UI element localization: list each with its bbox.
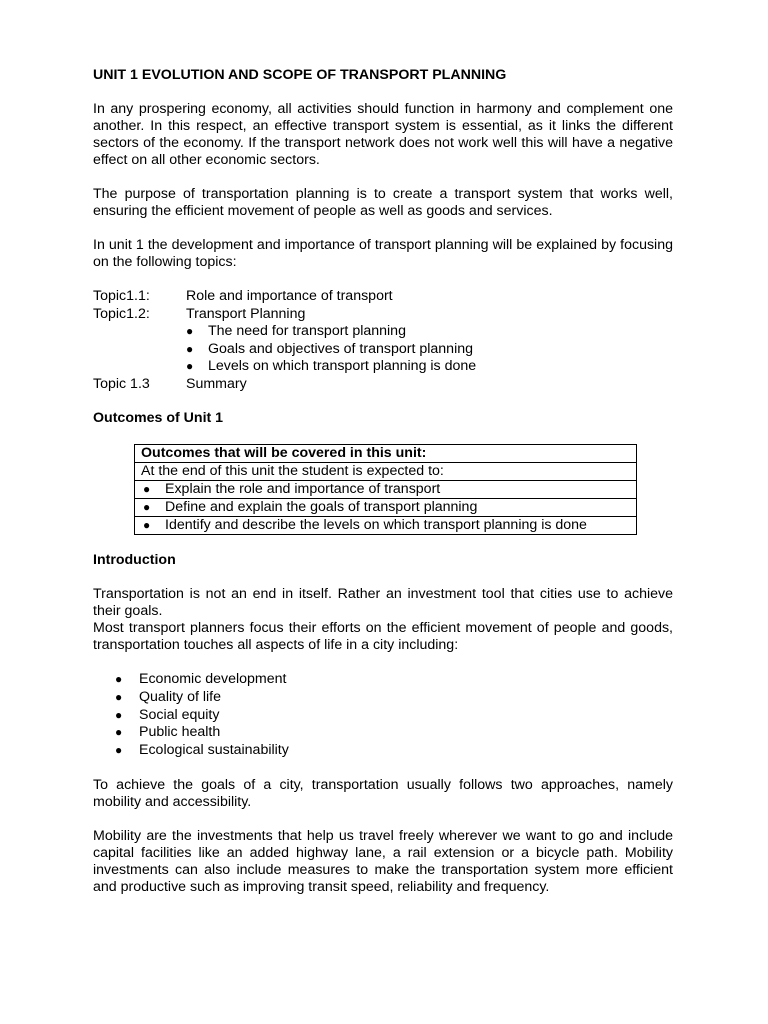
bullet-icon: ● (186, 359, 194, 373)
list-item (93, 707, 673, 725)
topic-row (93, 306, 673, 324)
aspect-label: Public health (139, 724, 221, 741)
list-item (93, 724, 673, 742)
bullet-icon: ● (115, 725, 123, 740)
subtopic-label: Levels on which transport planning is done (208, 358, 477, 374)
aspect-label: Quality of life (139, 688, 222, 705)
bullet-icon: ● (143, 518, 151, 532)
aspect-label: Economic development (139, 671, 287, 687)
topic-title: Role and importance of transport (186, 288, 393, 304)
introduction-heading: Introduction (93, 552, 176, 568)
subtopic-label: Goals and objectives of transport planning (208, 340, 473, 357)
subtopic-item (93, 341, 673, 359)
intro-paragraph-2: The purpose of transportation planning is to create a transport system that works well, ensuring the efficient movement of people as well as goods and services. (93, 186, 673, 219)
list-item (93, 689, 673, 707)
bullet-icon: ● (186, 341, 194, 356)
outcome-item: Define and explain the goals of transport planning (165, 499, 478, 515)
topic-title: Transport Planning (186, 305, 306, 322)
topic-row (93, 288, 673, 306)
topic-code: Topic1.1: (93, 288, 150, 304)
bullet-icon: ● (186, 324, 194, 338)
intro-paragraph-3: In unit 1 the development and importance of transport planning will be explained by focusing on the following topics: (93, 237, 673, 270)
outcome-item: Explain the role and importance of transport (165, 481, 441, 497)
outcomes-table-header: Outcomes that will be covered in this unit: (135, 445, 637, 463)
subtopic-item (93, 358, 673, 376)
outcomes-table-row (135, 499, 637, 517)
subtopic-label: The need for transport planning (208, 323, 406, 339)
topic-title: Summary (186, 375, 247, 392)
outcome-item: Identify and describe the levels on which transport planning is done (165, 517, 587, 533)
outcomes-table-intro: At the end of this unit the student is expected to: (135, 463, 637, 481)
topic-code: Topic 1.3 (93, 375, 150, 392)
bullet-icon: ● (143, 500, 151, 514)
intro-paragraph-1: In any prospering economy, all activities should function in harmony and complement one another. In this respect, an effective transport system is essential, as it links the different sectors of the economy. If the transport network does not work well this will have a negative effect on all other economic sectors. (93, 101, 673, 168)
topic-code: Topic1.2: (93, 305, 150, 322)
bullet-icon: ● (115, 672, 123, 686)
aspect-label: Social equity (139, 706, 220, 723)
bullet-icon: ● (115, 689, 123, 704)
approaches-paragraph: To achieve the goals of a city, transportation usually follows two approaches, namely mobility and accessibility. (93, 776, 673, 810)
outcomes-heading: Outcomes of Unit 1 (93, 410, 224, 426)
list-item (93, 671, 673, 689)
outcomes-table-row (135, 517, 637, 535)
aspects-list (93, 671, 673, 760)
topic-row (93, 376, 673, 394)
aspect-label: Ecological sustainability (139, 742, 289, 759)
mobility-paragraph: Mobility are the investments that help us travel freely wherever we want to go and include capital facilities like an added highway lane, a rail extension or a bicycle path. Mobility investments can also include measures to make the transportation system more efficient and productive such as improving transit speed, reliability and frequency. (93, 827, 673, 895)
unit-title: UNIT 1 EVOLUTION AND SCOPE OF TRANSPORT PLANNING (93, 67, 507, 83)
document-page (93, 67, 673, 896)
list-item (93, 742, 673, 760)
subtopic-item (93, 323, 673, 341)
outcomes-table (134, 444, 637, 535)
introduction-paragraph-2: Most transport planners focus their efforts on the efficient movement of people and goods, transportation touches all aspects of life in a city including: (93, 620, 673, 653)
outcomes-table-row (135, 481, 637, 499)
bullet-icon: ● (143, 482, 151, 496)
bullet-icon: ● (115, 743, 123, 758)
bullet-icon: ● (115, 707, 123, 722)
introduction-paragraph-1: Transportation is not an end in itself. Rather an investment tool that cities use to achieve their goals. (93, 586, 673, 619)
